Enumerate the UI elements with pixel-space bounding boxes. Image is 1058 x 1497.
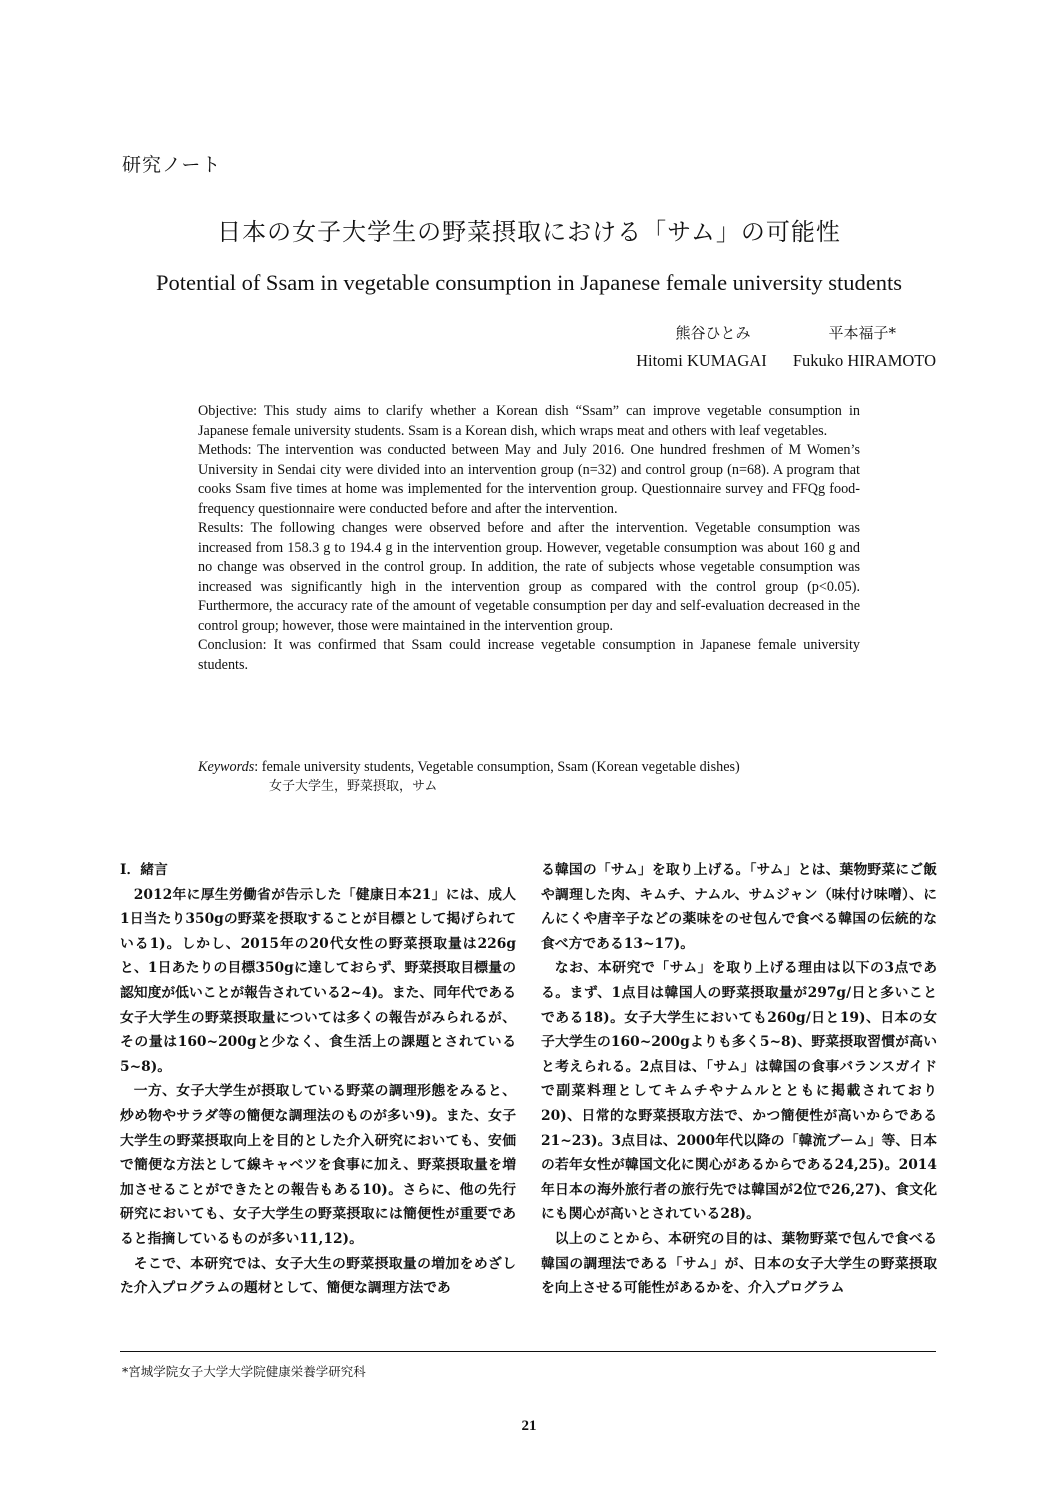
abstract-methods: Methods: The intervention was conducted between May and July 2016. One hundred freshmen of M Women’s University in Sendai city were divided into an intervention group (n=32) and control group (n=68). A program that cooks Ssam five times at home was implemented for the intervention group. Questionnaire survey and FFQg food-frequency questionnaire were conducted before and after the intervention. (198, 442, 860, 517)
keywords-block (198, 758, 878, 796)
author-name-ja-2: 平本福子* (828, 324, 896, 342)
author-name-en-2: Fukuko HIRAMOTO (792, 351, 936, 370)
title-japanese: 日本の女子大学生の野菜摂取における「サム」の可能性 (217, 218, 841, 246)
body-column-left (120, 858, 516, 1301)
abstract-results: Results: The following changes were observed before and after the intervention. Vegetable consumption was increased from 158.3 g to 194.4 g in the intervention group. However, vegetable consumption was about 160 g and no change was observed in the control group. In addition, the rate of subjects whose vegetable consumption was increased was significantly high in the intervention group as compared with the control group (p<0.05). Furthermore, the accuracy rate of the amount of vegetable consumption per day and self-evaluation decreased in the control group; however, those were maintained in the intervention group. (198, 520, 860, 634)
footnote-divider (120, 1351, 936, 1352)
keywords-label: Keywords (198, 759, 255, 775)
keywords-japanese: 女子大学生，野菜摂取，サム (269, 779, 438, 794)
section-heading-introduction: Ⅰ．緒言 (120, 862, 168, 878)
body-paragraph: る韓国の「サム」を取り上げる。「サム」とは、葉物野菜にご飯や調理した肉、キムチ、ナムル、サムジャン（味付け味噌）、にんにくや唐辛子などの薬味をのせ包んで食べる韓国の伝統的な食べ方である13~17)。 (541, 862, 937, 952)
title-english: Potential of Ssam in vegetable consumption in Japanese female university students (155, 270, 903, 295)
authors-japanese (636, 322, 936, 343)
body-paragraph: そこで、本研究では、女子大生の野菜摂取量の増加をめざした介入プログラムの題材として、簡便な調理方法であ (120, 1255, 516, 1297)
authors-english (636, 351, 936, 371)
body-paragraph: 2012年に厚生労働省が告示した「健康日本21」には、成人1日当たり350gの野菜を摂取することが目標として掲げられている1)。しかし、2015年の20代女性の野菜摂取量は226gと、1日あたりの目標350gに達しておらず、野菜摂取目標量の認知度が低いことが報告されている2~4)。また、同年代である女子大学生の野菜摂取量については多くの報告がみられるが、その量は160~200gと少なく、食生活上の課題とされている5~8)。 (120, 886, 517, 1075)
abstract-conclusion: Conclusion: It was confirmed that Ssam could increase vegetable consumption in Japanese female university students. (198, 637, 860, 673)
footnote: *宮城学院女子大学大学院健康栄養学研究科 (122, 1364, 366, 1379)
author-name-ja-1: 熊谷ひとみ (675, 324, 751, 342)
author-name-en-1: Hitomi KUMAGAI (636, 351, 767, 370)
keywords-english: : female university students, Vegetable consumption, Ssam (Korean vegetable dishes) (254, 759, 740, 775)
body-column-right (541, 858, 937, 1301)
section-label: 研究ノート (122, 154, 222, 176)
body-paragraph: 以上のことから、本研究の目的は、葉物野菜で包んで食べる韓国の調理法である「サム」が、日本の女子大学生の野菜摂取を向上させる可能性があるかを、介入プログラム (541, 1230, 937, 1297)
body-paragraph: なお、本研究で「サム」を取り上げる理由は以下の3点である。まず、1点目は韓国人の野菜摂取量が297g/日と多いことである18)。女子大学生においても260g/日と19)、日本の女子大学生の160~200gよりも多く5~8)、野菜摂取習慣が高いと考えられる。2点目は、「サム」は韓国の食事バランスガイドで副菜料理としてキムチやナムルとともに掲載されており20)、日常的な野菜摂取方法で、かつ簡便性が高いからである21~23)。3点目は、2000年代以降の「韓流ブーム」等、日本の若年女性が韓国文化に関心があるからである24,25)。2014年日本の海外旅行者の旅行先では韓国が2位で26,27)、食文化にも関心が高いとされている28)。 (541, 960, 937, 1223)
page-number: 21 (521, 1418, 537, 1434)
body-paragraph: 一方、女子大学生が摂取している野菜の調理形態をみると、炒め物やサラダ等の簡便な調理法のものが多い9)。また、女子大学生の野菜摂取向上を目的とした介入研究においても、安価で簡便な方法として線キャベツを食事に加え、野菜摂取量を増加させることができたとの報告もある10)。さらに、他の先行研究においても、女子大学生の野菜摂取には簡便性が重要であると指摘しているものが多い11,12)。 (120, 1083, 516, 1247)
abstract (198, 402, 860, 675)
abstract-objective: Objective: This study aims to clarify whether a Korean dish “Ssam” can improve vegetable consumption in Japanese female university students. Ssam is a Korean dish, which wraps meat and others with leaf vegetables. (198, 403, 860, 439)
author-block (636, 322, 936, 371)
